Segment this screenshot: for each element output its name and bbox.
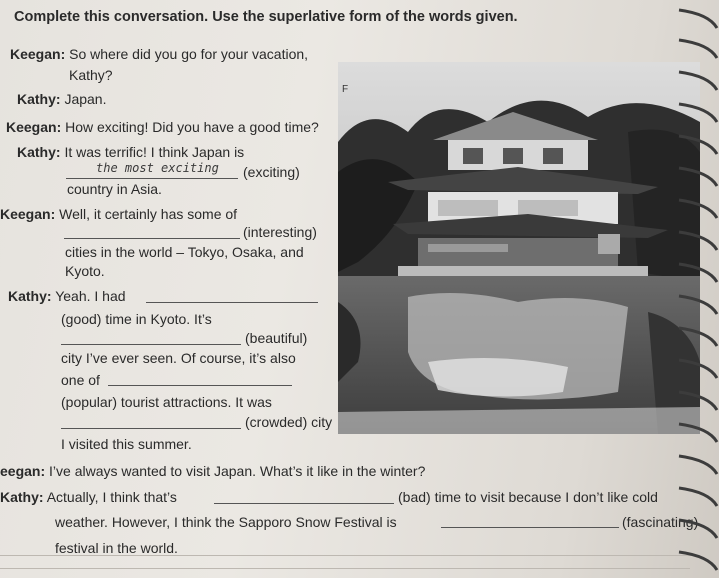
kinkakuji-photo [338,62,700,434]
speaker-kathy: Kathy: Actually, I think that’s [0,489,177,505]
speaker-keegan: Keegan: Well, it certainly has some of [0,206,238,222]
dialogue-line: (bad) time to visit because I don’t like cold [398,489,658,505]
temple-illustration [338,62,700,434]
dialogue-line: (popular) tourist attractions. It was [61,394,272,410]
speaker-keegan: Keegan: So where did you go for your vacation, [10,46,309,62]
answer-blank-1[interactable] [66,178,238,179]
speaker-keegan: eegan: I’ve always wanted to visit Japan. What’s it like in the winter? [0,463,426,479]
dialogue-line: festival in the world. [55,540,178,556]
dialogue-line: weather. However, I think the Sapporo Snow Festival is [55,514,397,530]
divider [0,555,700,556]
dialogue-line: country in Asia. [67,181,162,197]
speaker-kathy: Kathy: It was terrific! I think Japan is [17,144,245,160]
speaker-kathy: Kathy: Japan. [17,91,107,107]
speaker-keegan: Keegan: How exciting! Did you have a good time? [6,119,319,135]
answer-blank-4[interactable] [61,344,241,345]
dialogue-line: Kyoto. [65,263,105,279]
answer-blank-5[interactable] [108,385,292,386]
dialogue-line: cities in the world – Tokyo, Osaka, and [65,244,304,260]
dialogue-line: (exciting) [243,164,300,180]
answer-blank-8[interactable] [441,527,619,528]
answer-blank-6[interactable] [61,428,241,429]
dialogue-line: (beautiful) [245,330,308,346]
answer-blank-7[interactable] [214,503,394,504]
answer-blank-3[interactable] [146,302,318,303]
dialogue-line: (good) time in Kyoto. It’s [61,311,212,327]
instructions: Complete this conversation. Use the superlative form of the words given. [14,9,518,25]
dialogue-line: Kathy? [69,67,113,83]
photo-label: F [342,84,349,95]
dialogue-line: one of [61,372,100,388]
dialogue-line: (interesting) [243,224,317,240]
dialogue-line: (crowded) city [245,414,333,430]
dialogue-line: (fascinating) [622,514,699,530]
dialogue-line: I visited this summer. [61,436,192,452]
dialogue-line: city I’ve ever seen. Of course, it’s also [61,350,296,366]
spiral-binding [669,0,719,578]
speaker-kathy: Kathy: Yeah. I had [8,288,126,304]
divider [0,568,690,569]
handwritten-answer: the most exciting [96,161,219,175]
answer-blank-2[interactable] [64,238,240,239]
